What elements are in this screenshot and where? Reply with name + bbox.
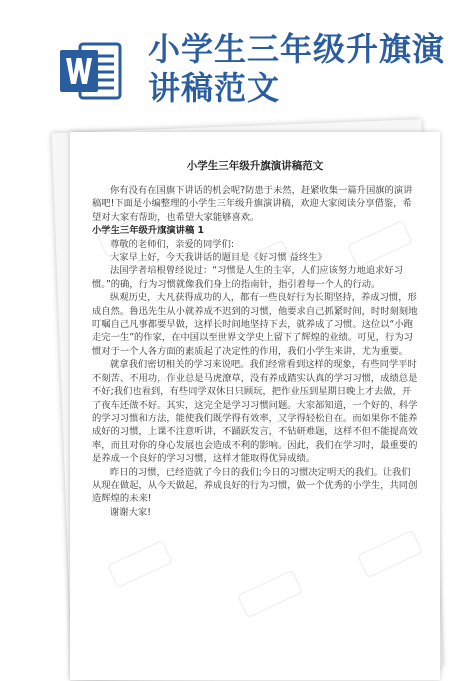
document-title: 小学生三年级升旗演讲稿范文 <box>186 160 324 172</box>
section-heading: 小学生三年级升旗演讲稿 1 <box>92 225 204 237</box>
intro-paragraph: 你有没有在国旗下讲话的机会呢?防患于未然，赶紧收集一篇升国旗的演讲稿吧!下面是小编整理的小学生三年级升旗演讲稿，欢迎大家阅读分享借鉴，希望对大家有帮助，也希望大家能够喜欢。 <box>92 185 413 223</box>
conclusion-paragraph: 昨日的习惯，已经造就了今日的我们;今日的习惯决定明天的我们。让我们从现在做起，从今天做起，养成良好的行为习惯，做一个优秀的小学生，共同创造辉煌的未来! <box>92 466 418 505</box>
thanks-paragraph: 谢谢大家! <box>110 506 151 518</box>
document-page <box>70 132 440 680</box>
topic-paragraph: 大家早上好，今天我讲话的题目是《好习惯 益终生》 <box>110 252 327 264</box>
greeting-paragraph: 尊敬的老师们，亲爱的同学们: <box>110 238 234 250</box>
banner-title: 小学生三年级升旗演讲稿范文 <box>148 30 446 107</box>
document-body <box>92 184 418 519</box>
document-preview <box>46 118 434 670</box>
history-paragraph: 纵观历史，大凡获得成功的人，都有一些良好行为长期坚持，养成习惯，形成自然。鲁迅先生从小就养成不迟到的习惯，他要求自己抓紧时间，时时刻刻地叮嘱自己凡事都要早做，这样长时间地坚持下去，就养成了习惯。这位以“小跑走完一生”的作家，在中国以至世界文学史上留下了辉煌的业绩。可见，行为习惯对于一个人各方面的素质起了决定性的作用，我们小学生来讲，尤为重要。 <box>92 292 418 357</box>
quote-paragraph: 法国学者培根曾经说过：“习惯是人生的主宰，人们应该努力地追求好习惯。”的确，行为习惯就像我们身上的指南针，指引着每一个人的行动。 <box>92 265 404 290</box>
banner <box>0 0 474 122</box>
word-icon <box>58 38 124 104</box>
study-paragraph: 就拿我们密切相关的学习来说吧。我们经常看到这样的现象，有些同学平时不刻苦、不用功，作业总是马虎潦草，没有养成踏实认真的学习习惯，成绩总是不好;我们也看到，有些同学双休日只顾玩，把作业压到星期日晚上才去做，开了夜车还做不好。其实，这完全是学习习惯问题。大家都知道，一个好的、科学的学习习惯和方法，能使我们既学得有效率，又学得轻松自在。而如果你不能养成好的习惯，上课不注意听讲，不踊跃发言，不钻研难题，这样不但不能提高效率，而且对你的身心发展也会造成不利的影响。因此，我们在学习时，最重要的是养成一个良好的学习习惯，这样才能取得优异成绩。 <box>92 359 418 465</box>
